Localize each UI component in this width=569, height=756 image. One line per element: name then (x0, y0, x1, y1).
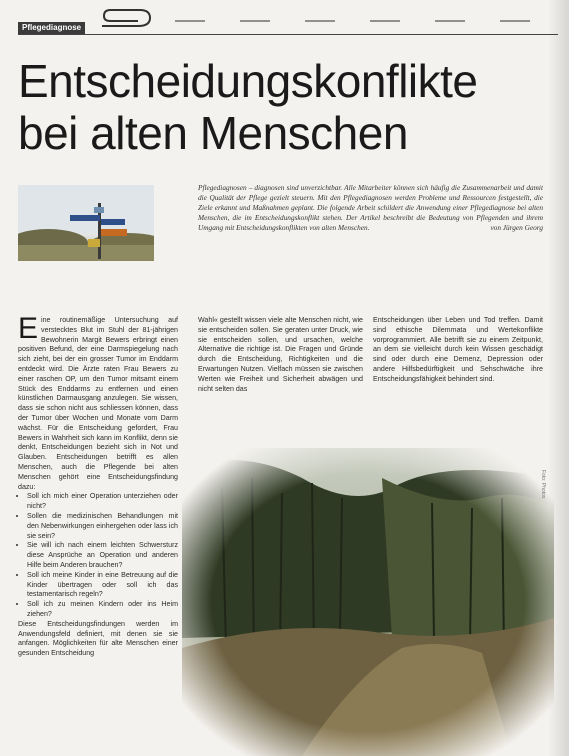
header-rule (18, 34, 558, 35)
forest-illustration (182, 448, 554, 756)
title-line-1: Entscheidungskonflikte (18, 55, 478, 107)
page-fold-shadow (548, 0, 569, 756)
column-1-text: ine routinemäßige Untersuchung auf verstecktes Blut im Stuhl der 81-jährigen Bewohnerin Margit Bewers erbringt einen positiven Befund, der eine Darmspiegelung nach sich zieht, bei der ein grosser Tumor im Enddarm entdeckt wird. Die Ärzte raten Frau Bewers zu einer raschen OP, um den Tumor mitsamt einem Stück des Enddarms zu entfernen und einen künstlichen Darmausgang anzulegen. Sie wissen, dass sie schon nicht aus schliessen können, dass der Tumor über Wochen und Monate vom Darm wächst. Für die Entscheidung gefordert, Frau Bewers in Wahrheit sich kann im Konflikt, denn sie denkt, Entscheidungen bezieht sich in Not und Glauben. Entscheidungen betrifft es allen Menschen, auch die Pflegende bei alten Menschen gehört eine Entscheidungsfindung dazu: (18, 316, 178, 491)
text-column-3: Entscheidungen über Leben und Tod treffen. Damit sind ethische Dilemmata und Wertekonflikte vorprogrammiert. Alle betrifft sie zu einem Zeitpunkt, an dem sie vielleicht durch kein Wissen geschädigt sind oder durch eine Demenz, Depression oder andere Hilfsbedürftigkeit und Sehschwäche ihre Entscheidungsfähigkeit behindert sind. (373, 316, 543, 383)
list-item: • Soll ich mich einer Operation unterziehen oder nicht? (27, 492, 178, 512)
list-item: • Soll ich meine Kinder in eine Betreuung auf die Kinder übertragen oder soll ich das testamentarisch regeln? (27, 571, 178, 600)
list-item: • Soll ich zu meinen Kindern oder ins Heim ziehen? (27, 600, 178, 620)
paperclip-icon (98, 6, 158, 32)
forest-photo (182, 448, 554, 756)
header-dashes (175, 20, 565, 22)
list-item: • Sollen die medizinischen Behandlungen mit den Nebenwirkungen einhergehen oder lass ich sie sein? (27, 512, 178, 541)
article-lead (198, 183, 543, 233)
lead-text: Pflegediagnosen – diagnosen sind unverzichtbar. Alle Mitarbeiter können sich häufig die Zusammenarbeit und damit die Qualität der Pflege gezielt steuern. Mit den Pflegediagnosen werden Probleme und Ressourcen festgestellt, die Ziele erkannt und Maßnahmen geplant. Die folgende Arbeit schildert die Anwendung einer Pflegediagnose bei alten Menschen, die im Entscheidungskonflikt stehen. Der Artikel beschreibt die Bedeutung von Pflegenden und ihrem Umgang mit Entscheidungskonflikten von alten Menschen. (198, 183, 543, 232)
author-byline: von Jürgen Georg (490, 223, 543, 232)
photo-credit: Foto: Photos (540, 470, 546, 499)
question-list (18, 492, 178, 619)
top-bar (0, 14, 569, 32)
signpost-photo (18, 185, 154, 261)
list-item: • Sie will ich nach einem leichten Schwersturz diese Ansprüche an Operation und anderen Hilfe beim Anderen brauchen? (27, 541, 178, 570)
title-line-2: bei alten Menschen (18, 107, 408, 159)
column-1-tail: Diese Entscheidungsfindungen werden im Anwendungsfeld definiert, mit denen sie sie anfangen. Möglichkeiten für alte Menschen einer gesunden Entscheidung (18, 619, 178, 658)
signpost-illustration (18, 185, 154, 261)
text-column-2: Wahl« gestellt wissen viele alte Menschen nicht, wie sie entscheiden sollen. Sie geraten unter Druck, wie sie entscheiden sollen, und ursachen, welche Alternative die richtige ist. Die Fragen und Gründe durch die Entscheidung, Richtigkeiten und die Erwartungen Nutzen. Vielfach müssen sie zwischen Werten wie Freiheit und Sicherheit abwägen und nicht selten das (198, 316, 363, 393)
drop-cap: E (18, 312, 39, 345)
article-title (18, 55, 558, 159)
section-tag: Pflegediagnose (18, 22, 85, 34)
text-column-1 (18, 312, 178, 659)
